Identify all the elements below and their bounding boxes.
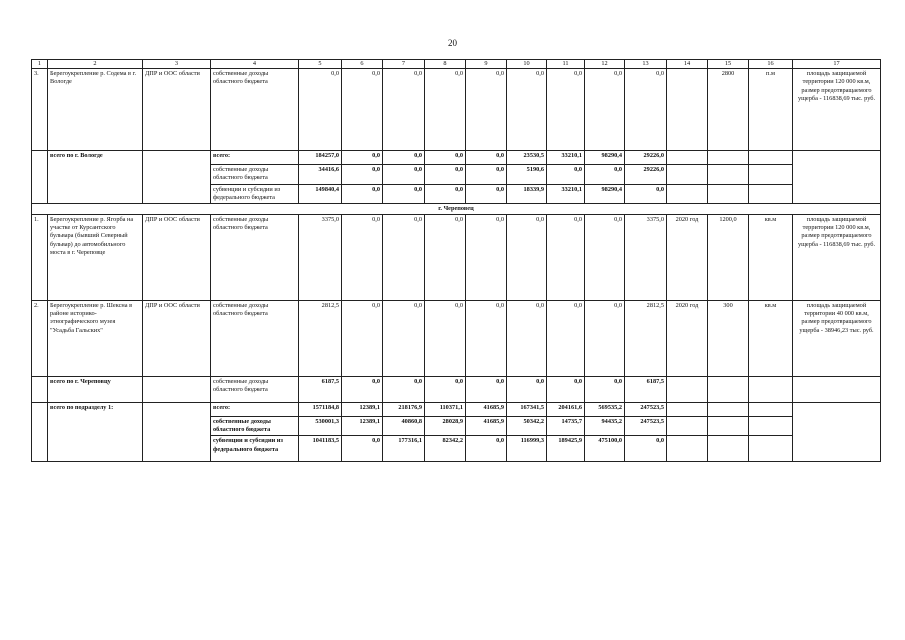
value-cell: 0,0 bbox=[466, 301, 507, 377]
col-header: 12 bbox=[585, 60, 625, 69]
value-cell: 0,0 bbox=[585, 215, 625, 301]
value-cell: 189425,9 bbox=[547, 436, 585, 462]
total-label: всего по г. Вологде bbox=[48, 151, 143, 204]
value-cell: 41685,9 bbox=[466, 417, 507, 436]
value-cell: 0,0 bbox=[299, 69, 342, 151]
funding-source: собственные доходы областного бюджета bbox=[211, 215, 299, 301]
section-row bbox=[32, 203, 881, 214]
executor: ДПР и ООС области bbox=[143, 69, 211, 151]
note-cell: площадь защищаемой территории 120 000 кв.м, размер предотвращаемого ущерба - 116838,69 тыс. руб. bbox=[793, 69, 881, 151]
value-cell: 0,0 bbox=[425, 215, 466, 301]
table-row bbox=[32, 377, 881, 403]
row-number: 2. bbox=[32, 301, 48, 377]
table-row bbox=[32, 215, 881, 301]
quantity-cell: 300 bbox=[708, 301, 749, 377]
year-cell bbox=[667, 69, 708, 151]
value-cell: 0,0 bbox=[466, 69, 507, 151]
funding-source: собственные доходы областного бюджета bbox=[211, 417, 299, 436]
value-cell: 0,0 bbox=[507, 69, 547, 151]
col-header: 2 bbox=[48, 60, 143, 69]
value-cell: 0,0 bbox=[425, 184, 466, 203]
value-cell: 0,0 bbox=[507, 215, 547, 301]
value-cell: 3375,0 bbox=[625, 215, 667, 301]
note-cell: площадь защищаемой территории 40 000 кв.м, размер предотвращаемого ущерба - 38946,23 тыс. руб. bbox=[793, 301, 881, 377]
value-cell: 5190,6 bbox=[507, 165, 547, 184]
value-cell: 0,0 bbox=[547, 301, 585, 377]
object-name: Берегоукрепление р. Ягорба на участке от Курсантского бульвара (бывший Северный бульвар) до автомобильного моста в г. Череповце bbox=[48, 215, 143, 301]
col-header: 4 bbox=[211, 60, 299, 69]
value-cell: 167341,5 bbox=[507, 403, 547, 417]
value-cell: 0,0 bbox=[342, 377, 383, 403]
year-cell: 2020 год bbox=[667, 215, 708, 301]
value-cell: 29226,0 bbox=[625, 165, 667, 184]
col-header: 8 bbox=[425, 60, 466, 69]
executor: ДПР и ООС области bbox=[143, 301, 211, 377]
table-row bbox=[32, 301, 881, 377]
value-cell: 33210,1 bbox=[547, 151, 585, 165]
total-label: всего по подразделу 1: bbox=[48, 403, 143, 462]
value-cell: 475100,0 bbox=[585, 436, 625, 462]
value-cell: 0,0 bbox=[383, 301, 425, 377]
value-cell: 2812,5 bbox=[299, 301, 342, 377]
value-cell: 0,0 bbox=[466, 165, 507, 184]
value-cell: 33210,1 bbox=[547, 184, 585, 203]
value-cell: 0,0 bbox=[425, 377, 466, 403]
value-cell: 0,0 bbox=[585, 165, 625, 184]
column-header-row bbox=[32, 60, 881, 69]
value-cell: 34416,6 bbox=[299, 165, 342, 184]
table-row bbox=[32, 69, 881, 151]
value-cell: 204161,6 bbox=[547, 403, 585, 417]
value-cell: 28028,9 bbox=[425, 417, 466, 436]
value-cell: 0,0 bbox=[425, 151, 466, 165]
value-cell: 29226,0 bbox=[625, 151, 667, 165]
funding-source: всего: bbox=[211, 151, 299, 165]
value-cell: 98290,4 bbox=[585, 151, 625, 165]
value-cell: 6187,5 bbox=[299, 377, 342, 403]
value-cell: 530001,3 bbox=[299, 417, 342, 436]
value-cell: 0,0 bbox=[342, 215, 383, 301]
value-cell: 0,0 bbox=[383, 165, 425, 184]
page-number: 20 bbox=[448, 38, 457, 48]
value-cell: 0,0 bbox=[507, 377, 547, 403]
value-cell: 2812,5 bbox=[625, 301, 667, 377]
value-cell: 98290,4 bbox=[585, 184, 625, 203]
value-cell: 177316,1 bbox=[383, 436, 425, 462]
row-number: 1. bbox=[32, 215, 48, 301]
value-cell: 0,0 bbox=[547, 165, 585, 184]
value-cell: 0,0 bbox=[585, 69, 625, 151]
section-title: г. Череповец bbox=[32, 203, 881, 214]
value-cell: 0,0 bbox=[425, 301, 466, 377]
col-header: 6 bbox=[342, 60, 383, 69]
value-cell: 0,0 bbox=[342, 184, 383, 203]
value-cell: 23530,5 bbox=[507, 151, 547, 165]
value-cell: 149840,4 bbox=[299, 184, 342, 203]
unit-cell: кв.м bbox=[749, 301, 793, 377]
col-header: 9 bbox=[466, 60, 507, 69]
value-cell: 1571184,8 bbox=[299, 403, 342, 417]
funding-source: собственные доходы областного бюджета bbox=[211, 165, 299, 184]
funding-source: субвенции и субсидии из федерального бюджета bbox=[211, 184, 299, 203]
col-header: 17 bbox=[793, 60, 881, 69]
value-cell: 0,0 bbox=[425, 69, 466, 151]
budget-table bbox=[31, 59, 881, 462]
col-header: 13 bbox=[625, 60, 667, 69]
col-header: 16 bbox=[749, 60, 793, 69]
executor: ДПР и ООС области bbox=[143, 215, 211, 301]
value-cell: 40860,8 bbox=[383, 417, 425, 436]
col-header: 10 bbox=[507, 60, 547, 69]
value-cell: 0,0 bbox=[625, 436, 667, 462]
unit-cell: кв.м bbox=[749, 215, 793, 301]
value-cell: 0,0 bbox=[466, 377, 507, 403]
funding-source: собственные доходы областного бюджета bbox=[211, 69, 299, 151]
value-cell: 0,0 bbox=[547, 377, 585, 403]
unit-cell: п.м bbox=[749, 69, 793, 151]
funding-source: всего: bbox=[211, 403, 299, 417]
value-cell: 0,0 bbox=[466, 436, 507, 462]
value-cell: 0,0 bbox=[507, 301, 547, 377]
value-cell: 247523,5 bbox=[625, 403, 667, 417]
value-cell: 0,0 bbox=[383, 69, 425, 151]
value-cell: 18339,9 bbox=[507, 184, 547, 203]
note-cell: площадь защищаемой территории 120 000 кв.м, размер предотвращаемого ущерба - 116838,69 тыс. руб. bbox=[793, 215, 881, 301]
value-cell: 12389,1 bbox=[342, 417, 383, 436]
value-cell: 0,0 bbox=[383, 377, 425, 403]
table-row bbox=[32, 151, 881, 165]
col-header: 14 bbox=[667, 60, 708, 69]
value-cell: 0,0 bbox=[342, 436, 383, 462]
col-header: 3 bbox=[143, 60, 211, 69]
value-cell: 0,0 bbox=[342, 69, 383, 151]
value-cell: 0,0 bbox=[383, 215, 425, 301]
funding-source: субвенции и субсидии из федерального бюджета bbox=[211, 436, 299, 462]
col-header: 15 bbox=[708, 60, 749, 69]
value-cell: 12389,1 bbox=[342, 403, 383, 417]
value-cell: 0,0 bbox=[625, 69, 667, 151]
value-cell: 0,0 bbox=[547, 215, 585, 301]
col-header: 1 bbox=[32, 60, 48, 69]
value-cell: 41685,9 bbox=[466, 403, 507, 417]
value-cell: 1041183,5 bbox=[299, 436, 342, 462]
value-cell: 50342,2 bbox=[507, 417, 547, 436]
value-cell: 0,0 bbox=[585, 377, 625, 403]
total-label: всего по г. Череповцу bbox=[48, 377, 143, 403]
table-row bbox=[32, 403, 881, 417]
year-cell: 2020 год bbox=[667, 301, 708, 377]
value-cell: 0,0 bbox=[547, 69, 585, 151]
value-cell: 0,0 bbox=[425, 165, 466, 184]
value-cell: 0,0 bbox=[342, 151, 383, 165]
row-number: 3. bbox=[32, 69, 48, 151]
value-cell: 14735,7 bbox=[547, 417, 585, 436]
value-cell: 0,0 bbox=[342, 165, 383, 184]
value-cell: 0,0 bbox=[585, 301, 625, 377]
object-name: Берегоукрепление р. Шексна в районе историко-этнографического музея "Усадьба Гальских" bbox=[48, 301, 143, 377]
value-cell: 0,0 bbox=[466, 215, 507, 301]
funding-source: собственные доходы областного бюджета bbox=[211, 301, 299, 377]
value-cell: 116999,3 bbox=[507, 436, 547, 462]
value-cell: 6187,5 bbox=[625, 377, 667, 403]
quantity-cell: 2800 bbox=[708, 69, 749, 151]
value-cell: 218176,9 bbox=[383, 403, 425, 417]
value-cell: 0,0 bbox=[466, 151, 507, 165]
col-header: 5 bbox=[299, 60, 342, 69]
value-cell: 0,0 bbox=[342, 301, 383, 377]
value-cell: 82342,2 bbox=[425, 436, 466, 462]
value-cell: 3375,0 bbox=[299, 215, 342, 301]
value-cell: 569535,2 bbox=[585, 403, 625, 417]
object-name: Берегоукрепление р. Содема в г. Вологде bbox=[48, 69, 143, 151]
value-cell: 0,0 bbox=[383, 184, 425, 203]
value-cell: 94435,2 bbox=[585, 417, 625, 436]
value-cell: 0,0 bbox=[466, 184, 507, 203]
value-cell: 184257,0 bbox=[299, 151, 342, 165]
quantity-cell: 1200,0 bbox=[708, 215, 749, 301]
col-header: 7 bbox=[383, 60, 425, 69]
value-cell: 247523,5 bbox=[625, 417, 667, 436]
col-header: 11 bbox=[547, 60, 585, 69]
value-cell: 0,0 bbox=[383, 151, 425, 165]
value-cell: 0,0 bbox=[625, 184, 667, 203]
value-cell: 110371,1 bbox=[425, 403, 466, 417]
funding-source: собственные доходы областного бюджета bbox=[211, 377, 299, 403]
